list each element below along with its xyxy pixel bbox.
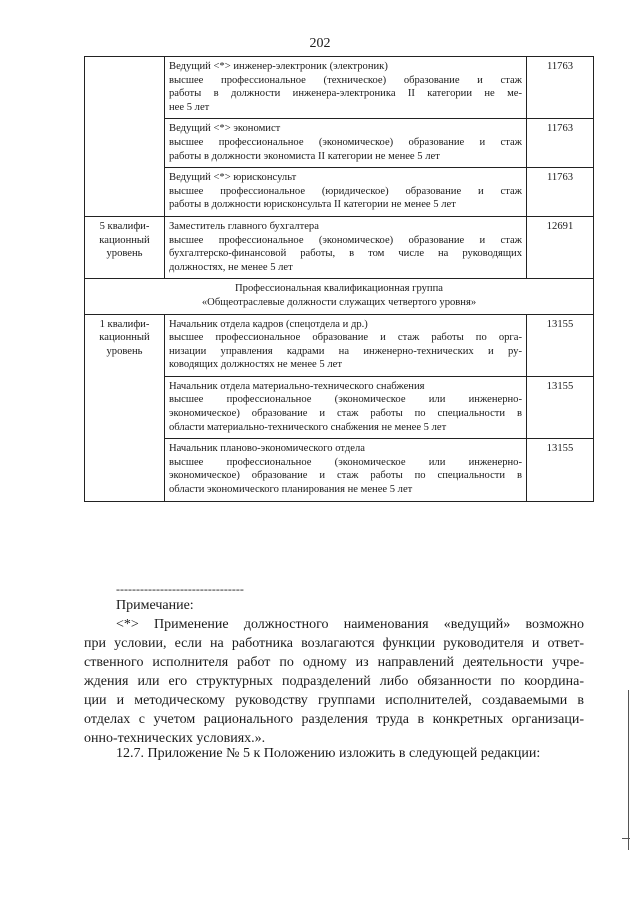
position-requirement-line: высшее профессиональное (юридическое) образование и стаж [169, 185, 522, 197]
final-paragraph: 12.7. Приложение № 5 к Положению изложить в следующей редакции: [116, 746, 541, 761]
qualification-level-line: 1 квалифи- [99, 318, 150, 330]
position-requirement-line: бухгалтерско-финансовой работы, в том числе на руководящих [169, 248, 522, 260]
position-title: Ведущий <*> экономист [169, 123, 281, 135]
position-title: Ведущий <*> юрисконсульт [169, 172, 297, 184]
qualification-level-line: уровень [106, 248, 143, 260]
position-requirement-line: работы в должности юрисконсульта II категории не менее 5 лет [169, 199, 456, 211]
position-cell [165, 168, 527, 217]
footnote-line: отделах с учетом рационального разделения труда в конкретных организаци- [84, 712, 584, 727]
position-requirement-line: экономическое) образование и стаж работы по специальности в [169, 470, 522, 482]
position-requirement-line: должностях, не менее 5 лет [169, 261, 293, 273]
qualification-level-cell [85, 314, 165, 501]
position-requirement-line: высшее профессиональное (экономическое) образование и стаж [169, 234, 522, 246]
salary-cell: 11763 [527, 168, 594, 217]
position-title: Начальник отдела кадров (спецотдела и др.) [169, 318, 368, 330]
salary-cell: 11763 [527, 57, 594, 119]
qualification-level-cell [85, 57, 165, 217]
position-cell [165, 119, 527, 168]
position-requirement-line: высшее профессиональное (экономическое или инженерно- [169, 394, 522, 406]
position-requirement-line: области материально-технического снабжения не менее 5 лет [169, 421, 447, 433]
table-row [85, 314, 594, 376]
footnote-heading: Примечание: [116, 598, 194, 613]
position-title: Заместитель главного бухгалтера [169, 220, 319, 232]
footnote-line: ции и методическому руководству группами исполнителей, создаваемыми в [84, 693, 584, 708]
position-requirement-line: экономическое) образование и стаж работы по специальности в [169, 408, 522, 420]
position-cell [165, 439, 527, 501]
position-cell [165, 216, 527, 278]
qualification-level-line: кационный [99, 332, 150, 344]
position-requirement-line: области экономического планирования не менее 5 лет [169, 484, 413, 496]
position-requirement-line: работы в должности инженера-электроника II категории не ме- [169, 88, 522, 100]
position-requirement-line: работы в должности экономиста II категории не менее 5 лет [169, 150, 440, 162]
position-cell [165, 376, 527, 438]
position-title: Начальник отдела материально-технического снабжения [169, 380, 425, 392]
salary-cell: 13155 [527, 376, 594, 438]
position-title: Начальник планово-экономического отдела [169, 443, 365, 455]
group-heading-line: «Общеотраслевые должности служащих четвертого уровня» [201, 296, 477, 308]
qualification-level-cell [85, 216, 165, 278]
table-row [85, 57, 594, 119]
salary-cell: 12691 [527, 216, 594, 278]
footnote-line: онно-технических условиях.». [84, 731, 266, 746]
qualification-level-line: кационный [99, 234, 150, 246]
footnote-line: при условии, если на работника возлагаются функции руководителя и ответ- [84, 636, 584, 651]
qualification-level-line: уровень [106, 345, 143, 357]
salary-table [84, 56, 594, 502]
position-requirement-line: высшее профессиональное (экономическое или инженерно- [169, 456, 522, 468]
qualification-level-line: 5 квалифи- [99, 220, 150, 232]
salary-cell: 11763 [527, 119, 594, 168]
position-cell [165, 314, 527, 376]
position-requirement-line: высшее профессиональное образование и стаж работы по орга- [169, 332, 522, 344]
position-requirement-line: ководящих должностях не менее 5 лет [169, 359, 342, 371]
footnote [84, 596, 584, 748]
footnote-line: ственного исполнителя работ по одному из направлений деятельности учре- [84, 655, 584, 670]
footnote-divider: -------------------------------- [116, 582, 244, 596]
salary-cell: 13155 [527, 439, 594, 501]
position-cell [165, 57, 527, 119]
position-requirement-line: высшее профессиональное (техническое) образование и стаж [169, 74, 522, 86]
table-row [85, 216, 594, 278]
position-requirement-line: высшее профессиональное (экономическое) образование и стаж [169, 136, 522, 148]
group-heading-cell [85, 279, 594, 314]
salary-cell: 13155 [527, 314, 594, 376]
position-requirement-line: низации управления кадрами на инженерно-технических и ру- [169, 345, 522, 357]
scan-edge-tick [622, 838, 630, 839]
position-requirement-line: нее 5 лет [169, 101, 210, 113]
footnote-line: ждения или его структурных подразделений либо обязанности по координа- [84, 674, 584, 689]
position-title: Ведущий <*> инженер-электроник (электроник) [169, 61, 388, 72]
page-number: 202 [309, 36, 331, 51]
table-group-row [85, 279, 594, 314]
group-heading-line: Профессиональная квалификационная группа [235, 283, 443, 295]
footnote-line: <*> Применение должностного наименования «ведущий» возможно [116, 617, 584, 632]
scan-edge-line [628, 690, 629, 850]
